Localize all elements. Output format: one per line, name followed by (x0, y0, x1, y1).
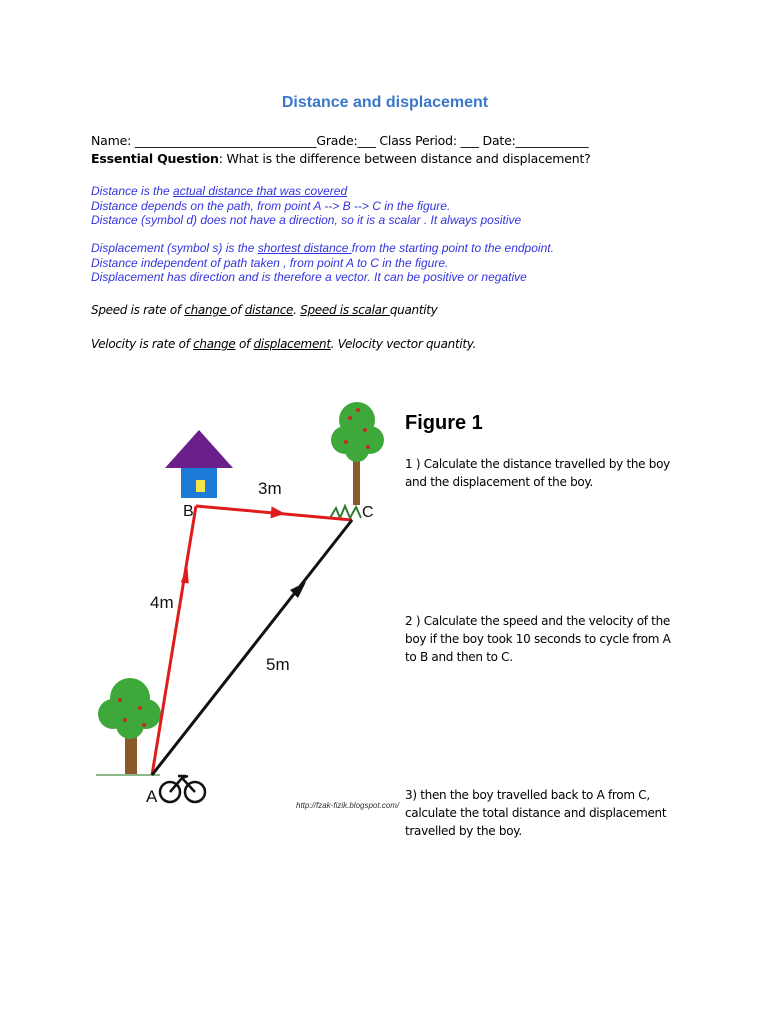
speed-underline-2: distance (244, 303, 294, 317)
name-grade-line: Name: ______________________________Grade:___ Class Period: ___ Date:____________ (91, 133, 589, 148)
velocity-text-a: Velocity is rate of (91, 337, 194, 351)
question-1: 1 ) Calculate the distance travelled by the boy and the displacement of the boy. (405, 457, 670, 489)
speed-text-d: quantity (389, 303, 438, 317)
label-a: A (146, 787, 158, 806)
length-ac: 5m (266, 655, 290, 674)
speed-text-a: Speed is rate of (91, 303, 185, 317)
distance-line-3: Distance (symbol d) does not have a direction, so it is a scalar . It always positive (91, 213, 522, 227)
page-title: Distance and displacement (281, 94, 489, 111)
velocity-text-b: of (235, 337, 254, 351)
displacement-line-1-end: from the starting point to the endpoint. (351, 241, 554, 255)
speed-text-b: of (230, 303, 245, 317)
distance-line-1-text: Distance is the (91, 184, 174, 198)
speed-text-c: . (293, 303, 301, 317)
question-3: 3) then the boy travelled back to A from C, calculate the total distance and displacement travelled by the boy. (405, 788, 667, 838)
essential-question-text: : What is the difference between distance and displacement? (218, 151, 591, 166)
velocity-text-c: . Velocity vector quantity. (330, 337, 477, 351)
displacement-line-3: Displacement has direction and is therefore a vector. It can be positive or negative (91, 270, 527, 284)
displacement-line-1-underlined: shortest distance (257, 241, 352, 255)
length-ab: 4m (150, 593, 174, 612)
speed-underline-3: Speed is scalar (300, 303, 390, 317)
figure-title: Figure 1 (405, 412, 483, 434)
displacement-vector (152, 520, 352, 775)
distance-line-2: Distance depends on the path, from point A --> B --> C in the figure. (91, 198, 451, 213)
bicycle-icon (160, 776, 205, 802)
label-b: B (183, 503, 194, 520)
displacement-line-1-text: Displacement (symbol s) is the (91, 241, 258, 255)
length-bc: 3m (258, 479, 282, 498)
displacement-line-2: Distance independent of path taken , from point A to C in the figure. (91, 255, 449, 270)
speed-underline-1: change (184, 303, 231, 317)
arrowhead-bc (271, 506, 286, 519)
tree-bottom-left (98, 678, 161, 775)
house-icon (165, 430, 233, 498)
credit-url: http://fzak-fizik.blogspot.com/ (296, 801, 400, 810)
label-c: C (362, 504, 374, 521)
velocity-underline-1: change (193, 337, 236, 351)
essential-question-label: Essential Question (91, 151, 219, 166)
question-2: 2 ) Calculate the speed and the velocity of the boy if the boy took 10 seconds to cycle from A to B and then to C. (405, 614, 671, 664)
grass-near-c (330, 506, 361, 518)
velocity-underline-2: displacement (253, 337, 331, 351)
tree-top-right (331, 402, 384, 505)
distance-line-1-underlined: actual distance that was covered (173, 184, 348, 198)
